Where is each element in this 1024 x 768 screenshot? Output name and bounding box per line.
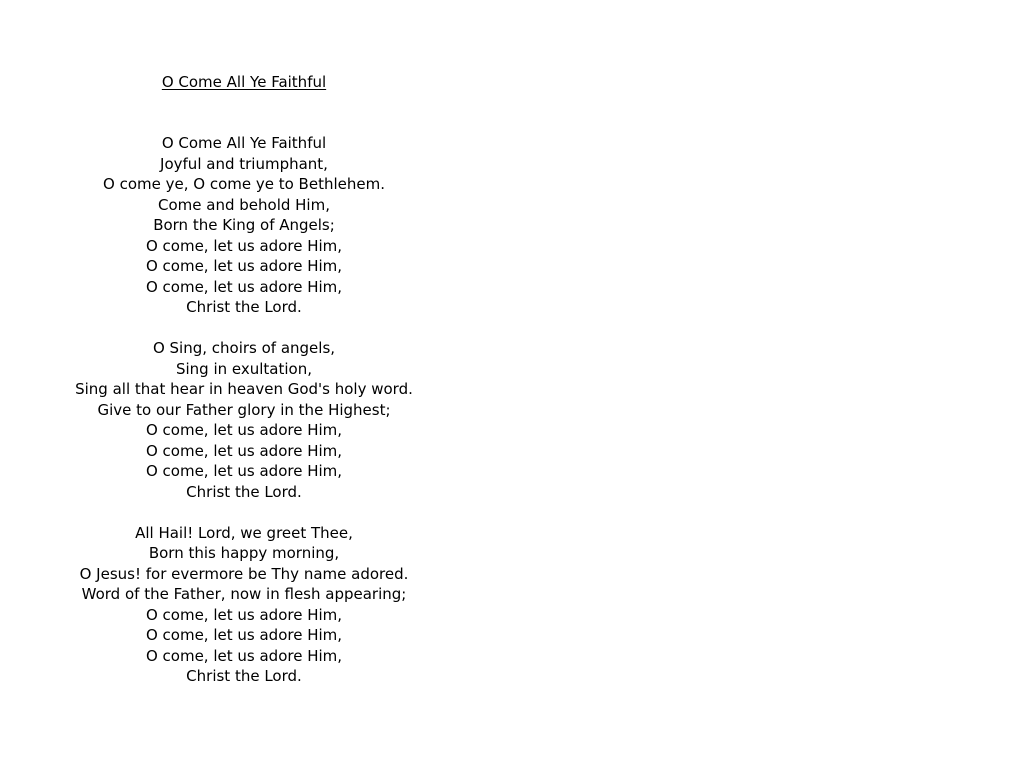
lyric-line: Christ the Lord. bbox=[186, 482, 302, 501]
lyric-line: Sing in exultation, bbox=[175, 359, 313, 378]
lyric-line: O come, let us adore Him, bbox=[145, 605, 343, 624]
stanza-1 bbox=[40, 133, 448, 318]
lyric-line: O come, let us adore Him, bbox=[145, 646, 343, 665]
lyric-line: O come, let us adore Him, bbox=[145, 462, 343, 480]
lyric-line: O come, let us adore Him, bbox=[145, 421, 343, 439]
lyric-line: O come ye, O come ye to Bethlehem. bbox=[103, 175, 385, 193]
lyric-line: Born the King of Angels; bbox=[153, 216, 335, 234]
lyric-line: O come, let us adore Him, bbox=[145, 257, 343, 275]
lyric-line: Joyful and triumphant, bbox=[160, 154, 328, 173]
lyric-line: O come, let us adore Him, bbox=[145, 441, 343, 460]
title-spacer bbox=[40, 92, 448, 133]
lyric-line: All Hail! Lord, we greet Thee, bbox=[135, 523, 353, 542]
lyric-line: O come, let us adore Him, bbox=[145, 626, 343, 644]
lyric-line: O Sing, choirs of angels, bbox=[152, 339, 336, 357]
stanza-3 bbox=[40, 523, 448, 687]
lyric-line: Give to our Father glory in the Highest; bbox=[97, 400, 391, 419]
lyric-line: Christ the Lord. bbox=[186, 667, 302, 685]
song-title: O Come All Ye Faithful bbox=[161, 73, 327, 91]
lyric-line: Word of the Father, now in flesh appearing; bbox=[81, 585, 407, 603]
lyrics-document bbox=[40, 72, 448, 687]
lyric-line: O Come All Ye Faithful bbox=[161, 134, 327, 152]
lyric-line: Come and behold Him, bbox=[158, 195, 330, 214]
stanza-2 bbox=[40, 338, 448, 502]
lyric-line: O Jesus! for evermore be Thy name adored. bbox=[79, 564, 409, 583]
lyric-line: Sing all that hear in heaven God's holy word. bbox=[75, 380, 413, 398]
stanza-spacer bbox=[40, 502, 448, 523]
lyric-line: Christ the Lord. bbox=[186, 298, 302, 316]
lyric-line: O come, let us adore Him, bbox=[145, 236, 343, 255]
stanza-spacer bbox=[40, 318, 448, 339]
lyric-line: Born this happy morning, bbox=[148, 544, 340, 562]
lyric-line: O come, let us adore Him, bbox=[145, 277, 343, 296]
